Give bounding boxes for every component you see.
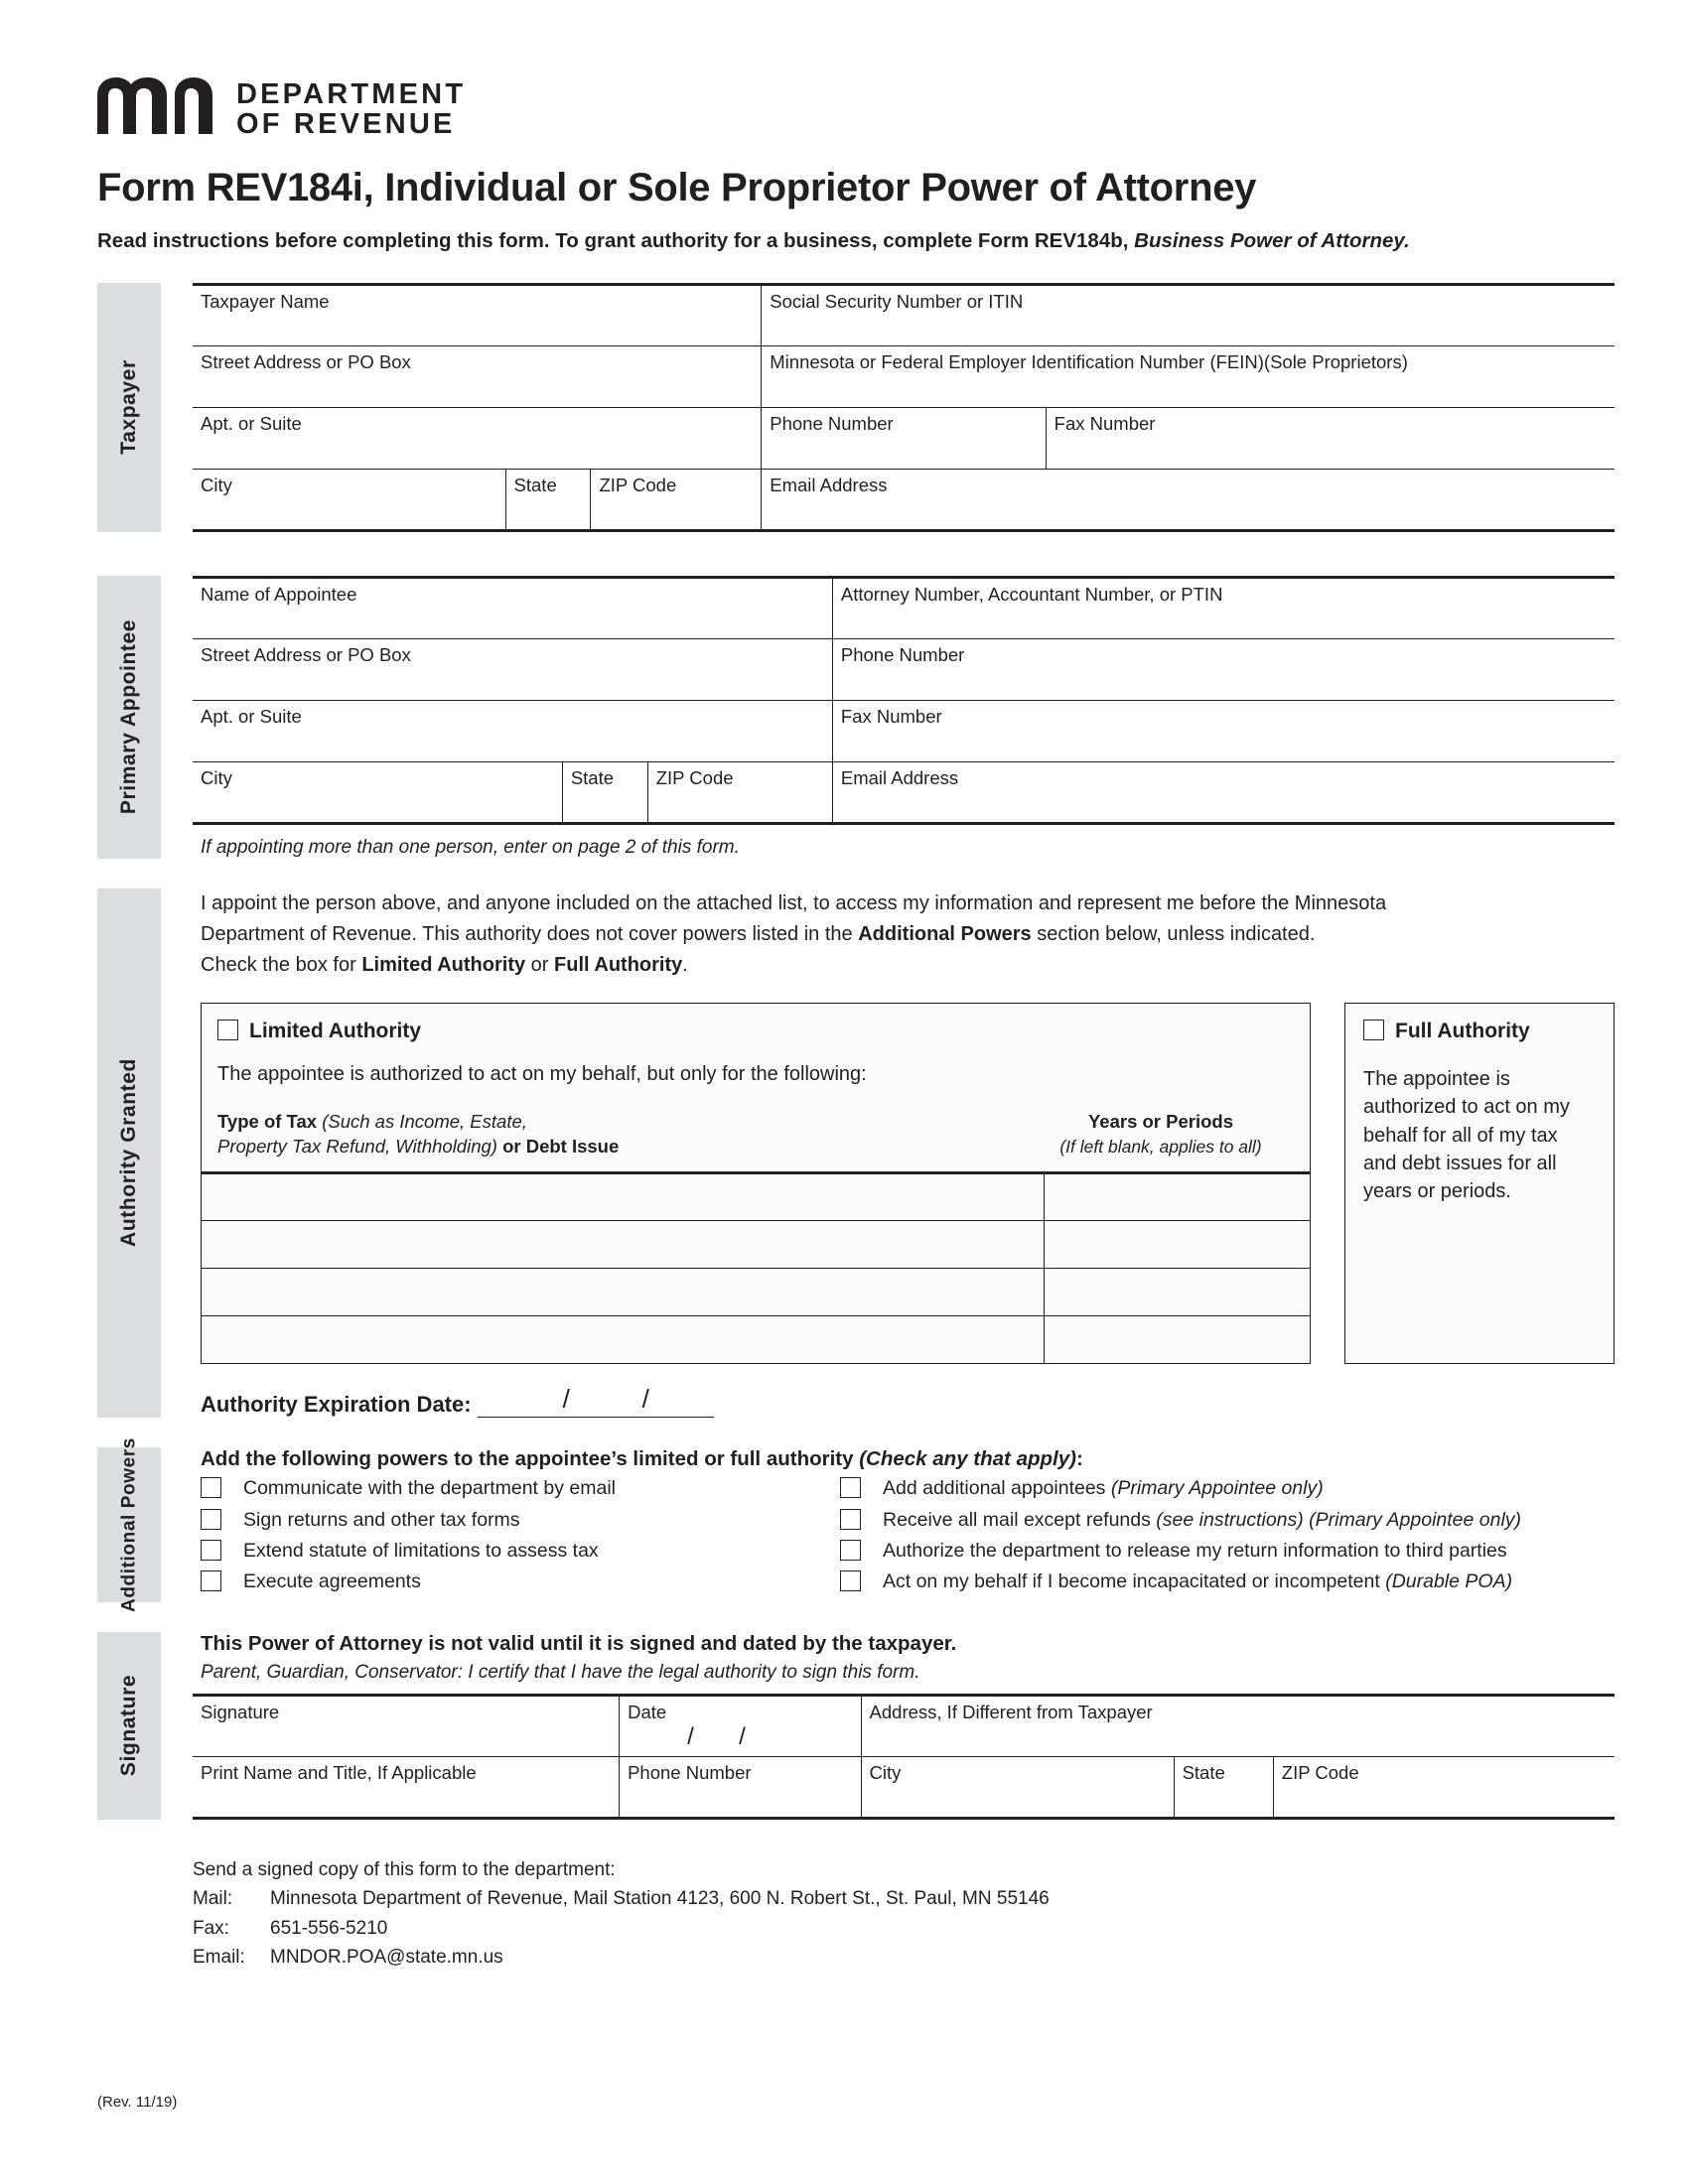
authority-intro-3b: Limited Authority [361, 953, 526, 976]
signature-notice: This Power of Attorney is not valid until it is signed and dated by the taxpayer. [201, 1631, 957, 1655]
power-checkbox[interactable] [840, 1540, 861, 1561]
appointee-attorney-number-label: Attorney Number, Accountant Number, or PTIN [840, 583, 1223, 605]
table-row [193, 700, 1615, 761]
taxpayer-fax-field[interactable] [1046, 407, 1615, 469]
authority-expiration-row [193, 1384, 1615, 1418]
date-slash-1: / [687, 1722, 694, 1750]
years-or-periods-label: Years or Periods [1087, 1110, 1234, 1132]
authority-intro-2b: Additional Powers [858, 922, 1032, 945]
tax-type-cell[interactable] [202, 1315, 1044, 1363]
signature-state-field[interactable] [1174, 1756, 1273, 1818]
authority-section-tab [97, 888, 161, 1418]
authority-intro-line-1: I appoint the person above, and anyone included on the attached list, to access my information and represent me before the Minnesota [201, 891, 1387, 914]
years-cell[interactable] [1044, 1268, 1310, 1315]
signature-date-field[interactable] [620, 1695, 861, 1756]
taxpayer-name-field[interactable] [193, 284, 762, 345]
list-item[interactable] [840, 1570, 1615, 1592]
table-row [193, 577, 1615, 638]
taxpayer-street-label: Street Address or PO Box [201, 350, 411, 372]
list-item[interactable] [840, 1509, 1615, 1531]
appointee-tab-label: Primary Appointee [117, 619, 140, 815]
footer-fax-row [193, 1914, 1688, 1943]
power-checkbox[interactable] [840, 1570, 861, 1591]
additional-powers-section-tab [97, 1437, 161, 1612]
appointee-state-label: State [570, 766, 615, 788]
signature-body [161, 1632, 1688, 1820]
full-authority-label: Full Authority [1395, 1019, 1530, 1042]
signature-address-label: Address, If Different from Taxpayer [869, 1701, 1153, 1722]
years-or-periods-header [1028, 1110, 1294, 1160]
taxpayer-ssn-field[interactable] [762, 284, 1615, 345]
revision-stamp: (Rev. 11/19) [97, 2094, 178, 2111]
appointee-street-label: Street Address or PO Box [201, 643, 411, 665]
power-label: Extend statute of limitations to assess tax [243, 1540, 599, 1562]
footer-mail-label: Mail: [193, 1888, 233, 1910]
authority-tab-label: Authority Granted [117, 1058, 140, 1248]
appointee-section-tab [97, 576, 161, 859]
table-row [202, 1172, 1310, 1220]
footer-intro: Send a signed copy of this form to the department: [193, 1858, 616, 1880]
footer-email-label: Email: [193, 1947, 245, 1969]
taxpayer-state-label: State [513, 474, 557, 495]
table-row [193, 1756, 1615, 1818]
tax-type-cell[interactable] [202, 1220, 1044, 1268]
taxpayer-ssn-label: Social Security Number or ITIN [770, 290, 1024, 312]
signature-city-field[interactable] [861, 1756, 1174, 1818]
page-header [0, 0, 1688, 253]
signature-city-label: City [869, 1761, 902, 1783]
power-label: Execute agreements [243, 1570, 421, 1593]
authority-body [161, 888, 1688, 1418]
signature-zip-field[interactable] [1273, 1756, 1615, 1818]
type-of-tax-header [217, 1110, 1028, 1160]
instruction-italic: Business Power of Attorney. [1134, 228, 1410, 252]
appointee-phone-label: Phone Number [840, 643, 965, 665]
expiration-label: Authority Expiration Date: [201, 1392, 472, 1418]
power-label: Communicate with the department by email [243, 1477, 617, 1500]
signature-table [193, 1694, 1615, 1820]
authority-intro-text [193, 888, 1615, 981]
years-cell[interactable] [1044, 1315, 1310, 1363]
full-authority-box [1344, 1003, 1615, 1364]
power-checkbox[interactable] [201, 1570, 221, 1591]
agency-logo [97, 77, 1688, 140]
appointee-fields [161, 576, 1688, 859]
taxpayer-zip-label: ZIP Code [599, 474, 677, 495]
list-item[interactable] [201, 1540, 840, 1562]
appointee-apt-field[interactable] [193, 700, 832, 761]
type-of-tax-italic-1: (Such as Income, Estate, [322, 1110, 527, 1132]
table-row [193, 469, 1615, 530]
signature-section-tab [97, 1632, 161, 1820]
limited-authority-checkbox[interactable] [217, 1020, 238, 1040]
appointee-state-field[interactable] [562, 761, 647, 823]
table-row [193, 284, 1615, 345]
list-item[interactable] [201, 1509, 840, 1531]
taxpayer-fax-label: Fax Number [1054, 412, 1156, 434]
list-item[interactable] [840, 1540, 1615, 1562]
limited-authority-grid [202, 1171, 1310, 1364]
signature-phone-label: Phone Number [628, 1761, 752, 1783]
appointee-note: If appointing more than one person, enter on page 2 of this form. [201, 836, 740, 858]
signature-field-label: Signature [201, 1701, 280, 1722]
appointee-city-label: City [201, 766, 232, 788]
table-row [193, 638, 1615, 700]
taxpayer-phone-field[interactable] [762, 407, 1046, 469]
table-row [202, 1315, 1310, 1363]
taxpayer-tab-label: Taxpayer [117, 359, 140, 455]
appointee-email-field[interactable] [832, 761, 1615, 823]
taxpayer-section [0, 283, 1688, 532]
footer-fax-value: 651-556-5210 [270, 1917, 388, 1939]
authority-intro-2a: Department of Revenue. This authority does not cover powers listed in the [201, 922, 859, 945]
expiration-date-input[interactable] [478, 1384, 714, 1418]
signature-date-label: Date [628, 1701, 667, 1722]
signature-state-label: State [1182, 1761, 1225, 1783]
signature-section [0, 1632, 1688, 1820]
footer-fax-label: Fax: [193, 1917, 229, 1939]
page-footer [0, 1855, 1688, 1973]
taxpayer-email-label: Email Address [770, 474, 888, 495]
signature-zip-label: ZIP Code [1281, 1761, 1359, 1783]
years-cell[interactable] [1044, 1172, 1310, 1220]
appointee-fax-field[interactable] [832, 700, 1615, 761]
expiration-slash-1: / [562, 1384, 570, 1415]
appointee-apt-label: Apt. or Suite [201, 705, 302, 727]
appointee-fax-label: Fax Number [840, 705, 942, 727]
taxpayer-apt-label: Apt. or Suite [201, 412, 302, 434]
power-checkbox[interactable] [201, 1509, 221, 1530]
limited-authority-label: Limited Authority [249, 1019, 422, 1042]
power-checkbox[interactable] [201, 1540, 221, 1561]
expiration-slash-2: / [641, 1384, 649, 1415]
authority-intro-3e: . [682, 953, 688, 976]
footer-email-row [193, 1943, 1688, 1972]
appointee-street-field[interactable] [193, 638, 832, 700]
instruction-plain: Read instructions before completing this form. To grant authority for a business, complete Form REV184b, [97, 228, 1135, 252]
date-slash-2: / [739, 1722, 746, 1750]
authority-intro-2c: section below, unless indicated. [1031, 922, 1316, 945]
tax-type-cell[interactable] [202, 1268, 1044, 1315]
table-row [193, 345, 1615, 407]
power-label: Receive all mail except refunds [883, 1508, 1157, 1531]
footer-mail-value: Minnesota Department of Revenue, Mail Station 4123, 600 N. Robert St., St. Paul, MN 55146 [270, 1888, 1050, 1910]
taxpayer-city-label: City [201, 474, 232, 495]
list-item[interactable] [201, 1570, 840, 1592]
appointee-section [0, 576, 1688, 859]
table-row [202, 1268, 1310, 1315]
years-cell[interactable] [1044, 1220, 1310, 1268]
power-label: Authorize the department to release my return information to third parties [883, 1540, 1507, 1562]
list-item[interactable] [840, 1477, 1615, 1499]
authority-intro-3d: Full Authority [554, 953, 683, 976]
authority-intro-line-3 [201, 950, 1615, 981]
power-checkbox[interactable] [840, 1509, 861, 1530]
power-label: Sign returns and other tax forms [243, 1508, 520, 1531]
type-of-tax-italic-2: Property Tax Refund, Withholding) [217, 1135, 497, 1157]
agency-line-2: OF REVENUE [236, 107, 456, 140]
additional-powers-body [161, 1447, 1688, 1602]
agency-name [236, 77, 466, 140]
appointee-phone-field[interactable] [832, 638, 1615, 700]
type-of-tax-bold-2: or Debt Issue [496, 1135, 620, 1157]
additional-powers-columns [193, 1477, 1615, 1602]
table-row [202, 1220, 1310, 1268]
taxpayer-name-label: Taxpayer Name [201, 290, 330, 312]
limited-table-headers [217, 1110, 1294, 1160]
additional-powers-left-column [201, 1477, 840, 1602]
signature-phone-field[interactable] [620, 1756, 861, 1818]
list-item[interactable] [201, 1477, 840, 1499]
additional-powers-title-plain: Add the following powers to the appointee’s limited or full authority [201, 1447, 860, 1471]
additional-powers-right-column [840, 1477, 1615, 1602]
power-label: Act on my behalf if I become incapacitated or incompetent [883, 1570, 1386, 1593]
additional-powers-tab-label: Additional Powers [118, 1437, 140, 1612]
appointee-city-field[interactable] [193, 761, 562, 823]
appointee-attorney-number-field[interactable] [832, 577, 1615, 638]
appointee-email-label: Email Address [840, 766, 959, 788]
power-checkbox[interactable] [840, 1477, 861, 1498]
taxpayer-email-field[interactable] [762, 469, 1615, 530]
authority-intro-3c: or [525, 953, 555, 976]
power-label-italic: (Durable POA) [1385, 1570, 1513, 1593]
taxpayer-city-field[interactable] [193, 469, 505, 530]
taxpayer-state-field[interactable] [505, 469, 591, 530]
taxpayer-section-tab [97, 283, 161, 532]
power-label-italic: (Primary Appointee only) [1110, 1477, 1324, 1500]
footer-mail-row [193, 1884, 1688, 1913]
taxpayer-fields [161, 283, 1688, 532]
additional-powers-title-italic: (Check any that apply) [859, 1447, 1076, 1471]
signature-print-name-label: Print Name and Title, If Applicable [201, 1761, 477, 1783]
table-row [193, 407, 1615, 469]
footer-email-value: MNDOR.POA@state.mn.us [270, 1947, 503, 1969]
taxpayer-fein-label: Minnesota or Federal Employer Identification Number (FEIN)(Sole Proprietors) [770, 350, 1408, 372]
taxpayer-phone-label: Phone Number [770, 412, 894, 434]
authority-granted-section [0, 888, 1688, 1418]
appointee-zip-field[interactable] [647, 761, 832, 823]
taxpayer-apt-field[interactable] [193, 407, 762, 469]
taxpayer-fein-field[interactable] [762, 345, 1615, 407]
authority-intro-3a: Check the box for [201, 953, 362, 976]
years-or-periods-note: (If left blank, applies to all) [1059, 1136, 1262, 1157]
additional-powers-title-end: : [1075, 1447, 1083, 1471]
signature-print-name-field[interactable] [193, 1756, 620, 1818]
table-row [193, 761, 1615, 823]
full-authority-description: The appointee is authorized to act on my behalf for all of my tax and debt issues for all years or periods. [1363, 1067, 1570, 1203]
signature-tab-label: Signature [117, 1675, 140, 1777]
appointee-table [193, 576, 1615, 825]
authority-intro-line-2 [201, 919, 1615, 950]
power-checkbox[interactable] [201, 1477, 221, 1498]
power-label: Add additional appointees [883, 1477, 1111, 1500]
limited-authority-header [217, 1020, 1294, 1043]
limited-authority-description: The appointee is authorized to act on my behalf, but only for the following: [217, 1062, 867, 1085]
signature-address-field[interactable] [861, 1695, 1615, 1756]
additional-powers-title [193, 1447, 1615, 1471]
taxpayer-street-field[interactable] [193, 345, 762, 407]
full-authority-header [1363, 1020, 1596, 1043]
signature-field[interactable] [193, 1695, 620, 1756]
taxpayer-table [193, 283, 1615, 532]
page-title: Form REV184i, Individual or Sole Proprietor Power of Attorney [97, 165, 1257, 209]
taxpayer-zip-field[interactable] [591, 469, 762, 530]
appointee-name-field[interactable] [193, 577, 832, 638]
agency-line-1: DEPARTMENT [236, 78, 467, 110]
table-row [193, 1695, 1615, 1756]
tax-type-cell[interactable] [202, 1172, 1044, 1220]
additional-powers-section [0, 1437, 1688, 1612]
mn-logo-icon [97, 77, 214, 135]
limited-authority-box [201, 1003, 1311, 1364]
form-instruction-line [97, 229, 1688, 253]
type-of-tax-bold: Type of Tax [217, 1110, 323, 1132]
signature-certification: Parent, Guardian, Conservator: I certify that I have the legal authority to sign this form. [201, 1661, 920, 1683]
appointee-zip-label: ZIP Code [655, 766, 734, 788]
authority-choice-boxes [193, 1003, 1615, 1364]
appointee-name-label: Name of Appointee [201, 583, 357, 605]
full-authority-checkbox[interactable] [1363, 1020, 1384, 1040]
power-label-italic: (see instructions) (Primary Appointee only) [1156, 1508, 1522, 1531]
